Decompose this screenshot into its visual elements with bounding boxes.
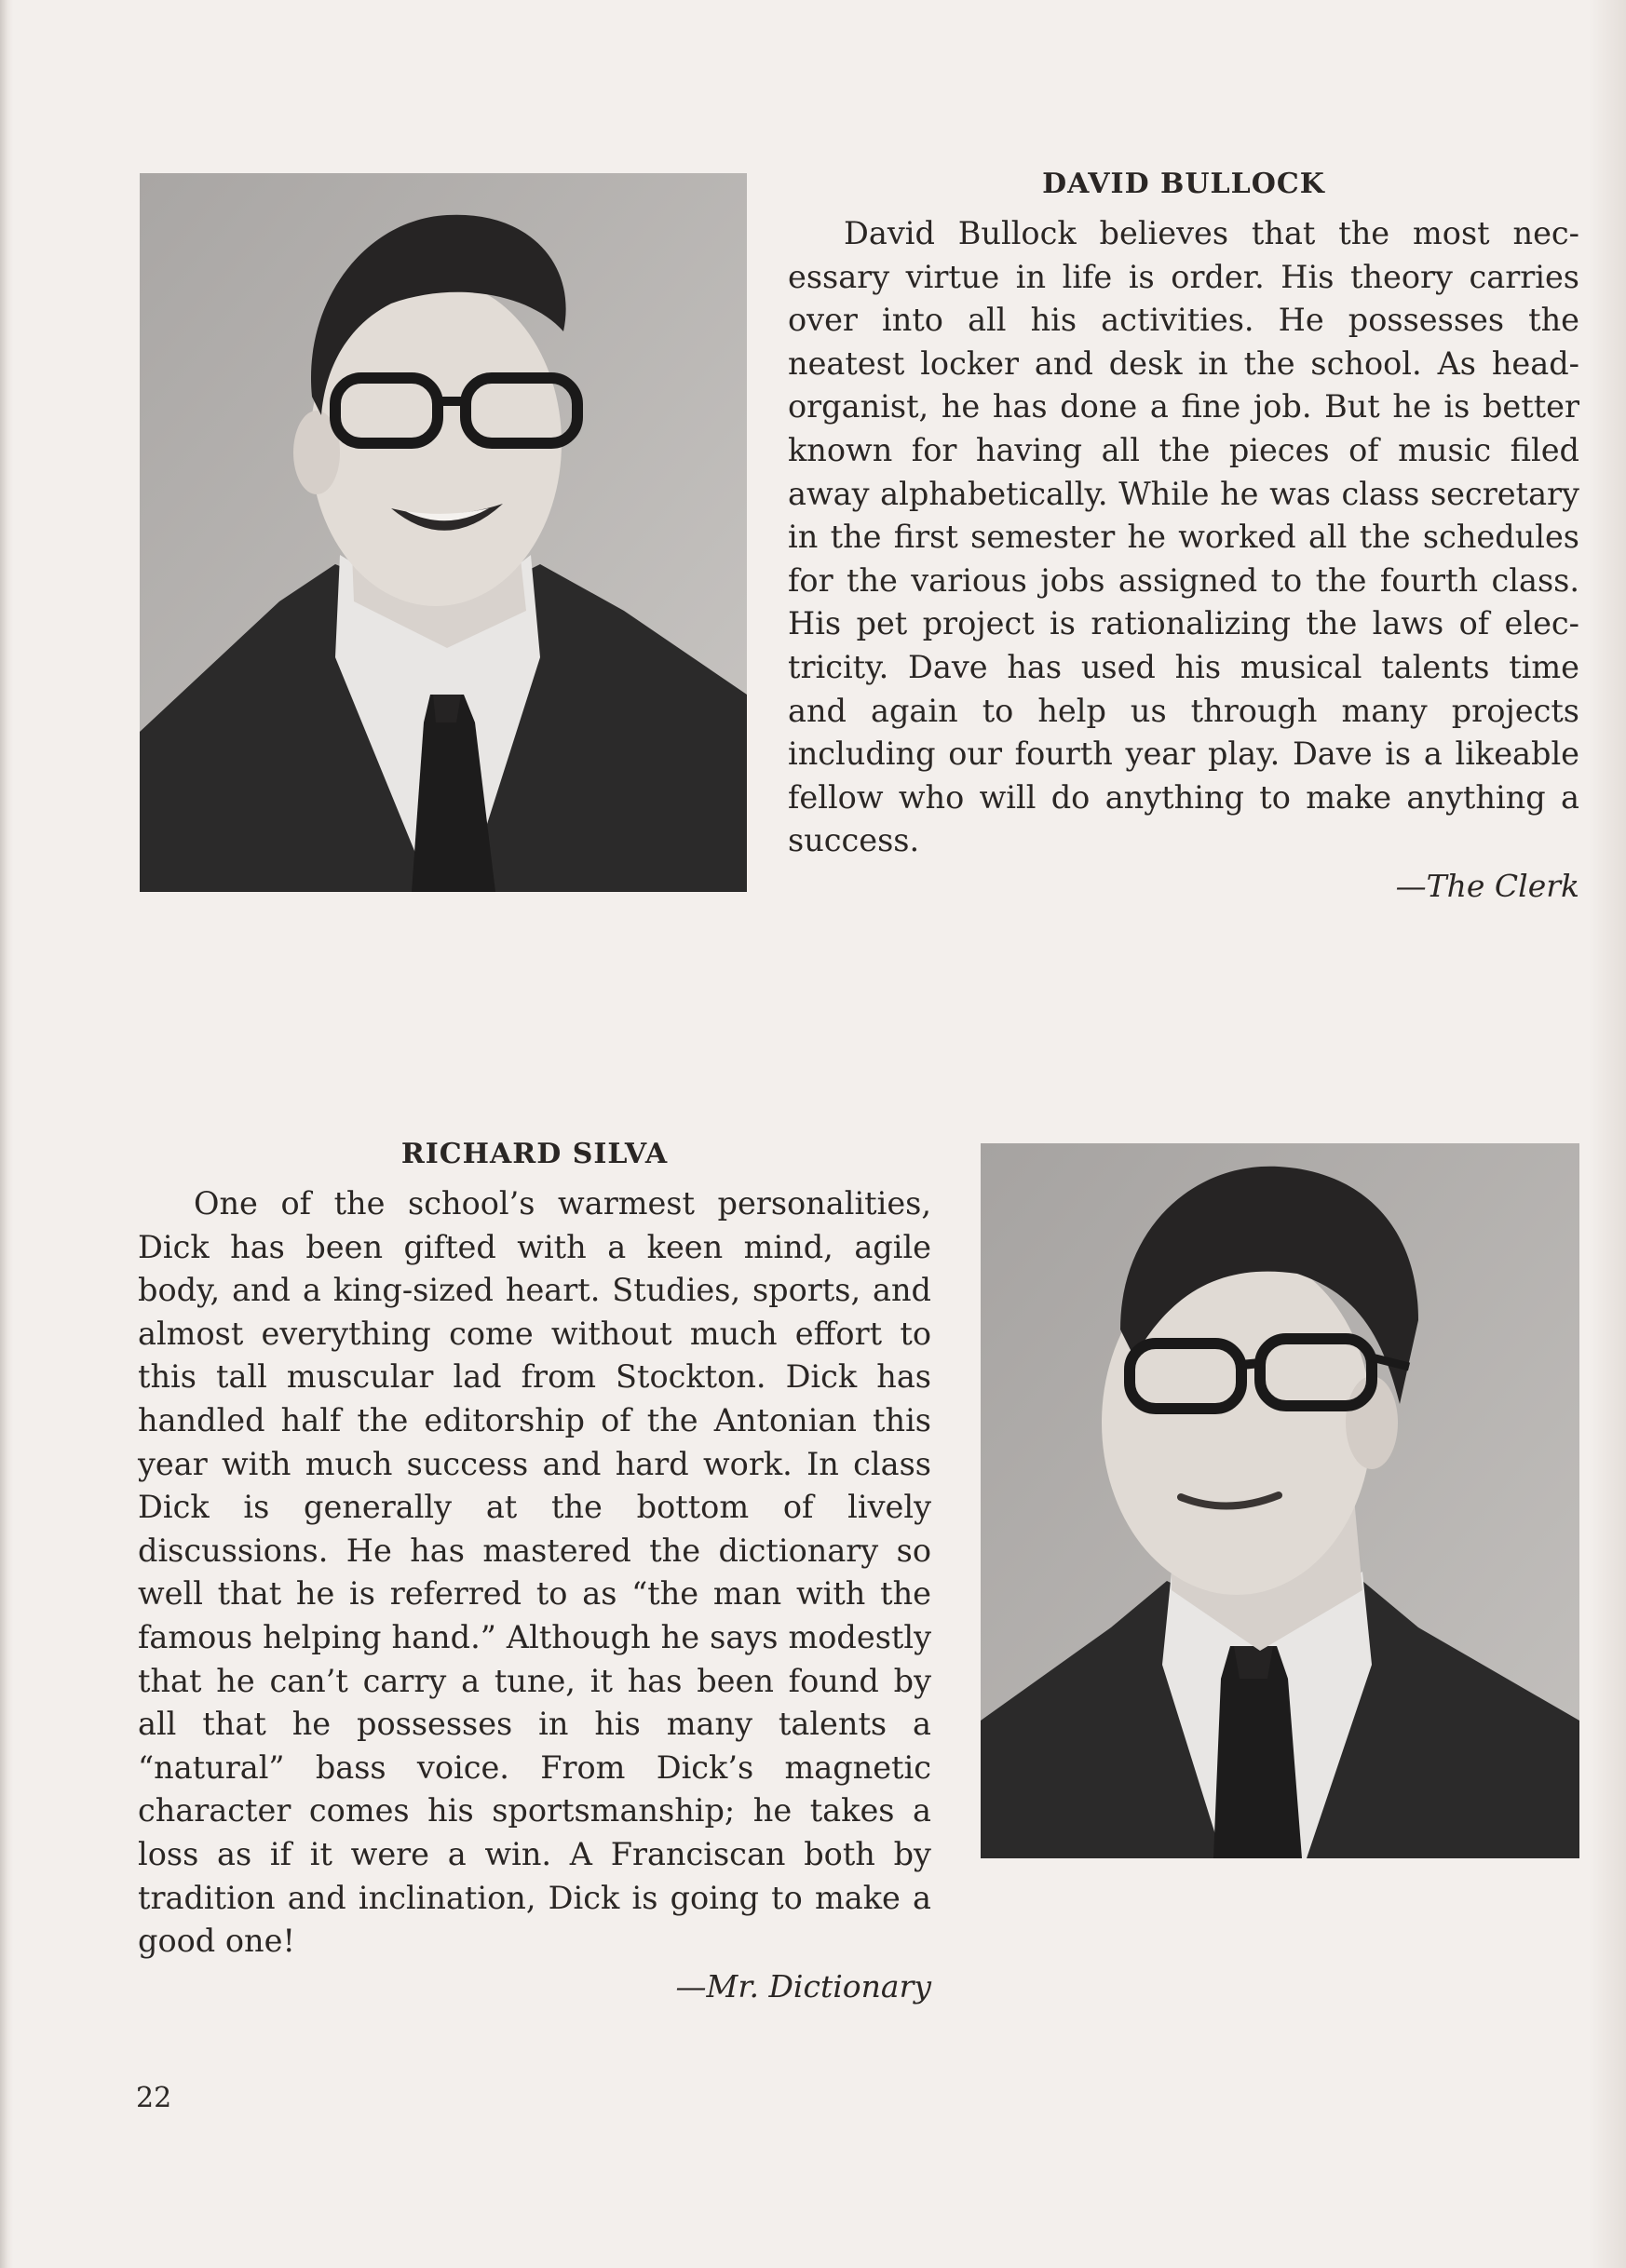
profile-body: David Bullock believes that the most necessary virtue in life is order. His theory carries over into all his activities. He possesses the neatest locker and desk in the school. As head-organist, he has done a fine job. But he is better known for having all the pieces of music filed away alphabetically. While he was class secretary in the first semester he worked all the schedules for the various jobs assigned to the fourth class. His pet project is rationalizing the laws of electricity. Dave has used his musical talents time and again to help us through many projects including our fourth year play. Dave is a likeable fellow who will do anything to make anything a success. [788,215,1579,859]
page-number: 22 [136,2082,172,2114]
profile-body: One of the school’s warmest personalities, Dick has been gifted with a keen mind, agile body, and a king-sized heart. Studies, sports, and almost everything come without much effort to this tall muscular lad from Stockton. Dick has handled half the editorship of the Antonian this year with much success and hard work. In class Dick is generally at the bottom of lively discussions. He has mastered the dictionary so well that he is referred to as “the man with the famous helping hand.” Although he says modestly that he can’t carry a tune, it has been found by all that he possesses in his many talents a “natural” bass voice. From Dick’s magnetic character comes his sportsmanship; he takes a loss as if it were a win. A Franciscan both by tradition and inclination, Dick is going to make a good one! [138,1185,931,1960]
page-binding-edge [0,0,13,2268]
profile-name: RICHARD SILVA [400,1138,669,1170]
profile-name: DAVID BULLOCK [1042,168,1325,200]
profile-signature: —The Clerk [1395,867,1579,904]
profile-richard-silva [138,1138,931,2008]
portrait-photo-richard-silva [981,1143,1579,1858]
portrait-illustration [140,173,747,892]
profile-signature: —Mr. Dictionary [675,1967,931,2005]
portrait-photo-david-bullock [140,173,747,892]
profile-david-bullock [788,168,1579,908]
page-right-edge [1589,0,1626,2268]
portrait-illustration [981,1143,1579,1858]
